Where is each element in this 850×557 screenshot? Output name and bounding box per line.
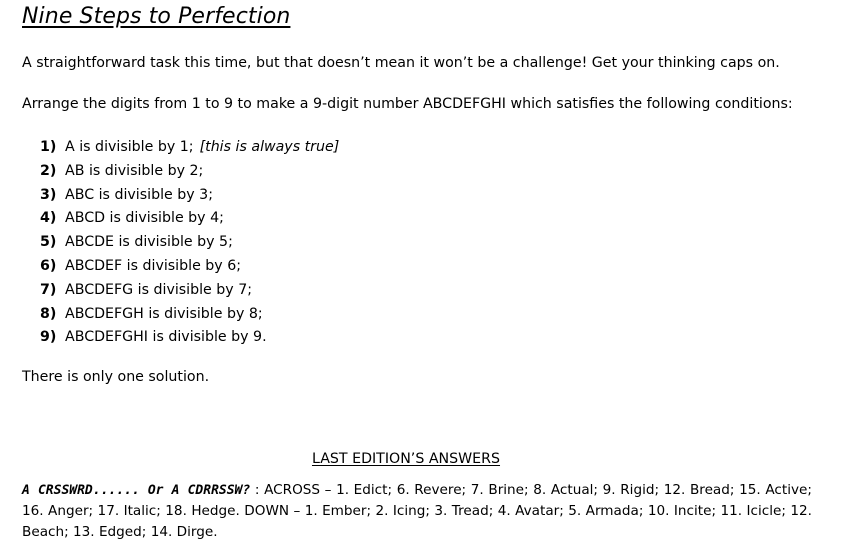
conditions-list (40, 136, 339, 350)
condition-text: ABCDEFGH is divisible by 8; (65, 305, 263, 322)
condition-number: 4) (40, 210, 57, 227)
condition-number: 9) (40, 329, 57, 346)
answers-heading: LAST EDITION’S ANSWERS (311, 451, 501, 467)
condition-item (40, 136, 339, 160)
closing-paragraph: There is only one solution. (22, 369, 210, 385)
intro-paragraph: A straightforward task this time, but that doesn’t mean it won’t be a challenge! Get your thinking caps on. (22, 55, 780, 71)
condition-number: 7) (40, 281, 57, 298)
condition-item (40, 279, 339, 303)
answers-paragraph (22, 480, 812, 543)
condition-number: 8) (40, 305, 57, 322)
condition-item (40, 326, 339, 350)
condition-item (40, 255, 339, 279)
condition-text: ABCDE is divisible by 5; (65, 234, 233, 251)
condition-item (40, 160, 339, 184)
condition-number: 5) (40, 234, 57, 251)
condition-text: ABCDEFGHI is divisible by 9. (65, 329, 267, 346)
answers-puzzle-name: A CRSSWRD...... Or A CDRRSSW? (22, 483, 251, 498)
condition-text: ABCDEFG is divisible by 7; (65, 281, 253, 298)
answers-list: : ACROSS – 1. Edict; 6. Revere; 7. Brine; 8. Actual; 9. Rigid; 12. Bread; 15. Active; 16. Anger; 17. Italic; 18. Hedge. DOWN – 1. Ember; 2. Icing; 3. Tread; 4. Avatar; 5. Armada; 10. Incite; 11. Icicle; 12. Beach; 13. Edged; 14. Dirge. (22, 482, 812, 540)
condition-number: 2) (40, 162, 57, 179)
condition-item (40, 207, 339, 231)
condition-text: AB is divisible by 2; (65, 162, 204, 179)
condition-item (40, 303, 339, 327)
condition-item (40, 231, 339, 255)
condition-note: [this is always true] (199, 139, 340, 155)
condition-item (40, 184, 339, 208)
condition-number: 3) (40, 186, 57, 203)
condition-text: ABC is divisible by 3; (65, 186, 213, 203)
instruction-paragraph: Arrange the digits from 1 to 9 to make a 9-digit number ABCDEFGHI which satisfies the following conditions: (22, 96, 793, 112)
condition-text: A is divisible by 1; (65, 139, 194, 155)
condition-number: 1) (40, 139, 57, 155)
page-title: Nine Steps to Perfection (22, 4, 291, 29)
condition-text: ABCD is divisible by 4; (65, 210, 224, 227)
condition-text: ABCDEF is divisible by 6; (65, 257, 242, 274)
condition-number: 6) (40, 257, 57, 274)
